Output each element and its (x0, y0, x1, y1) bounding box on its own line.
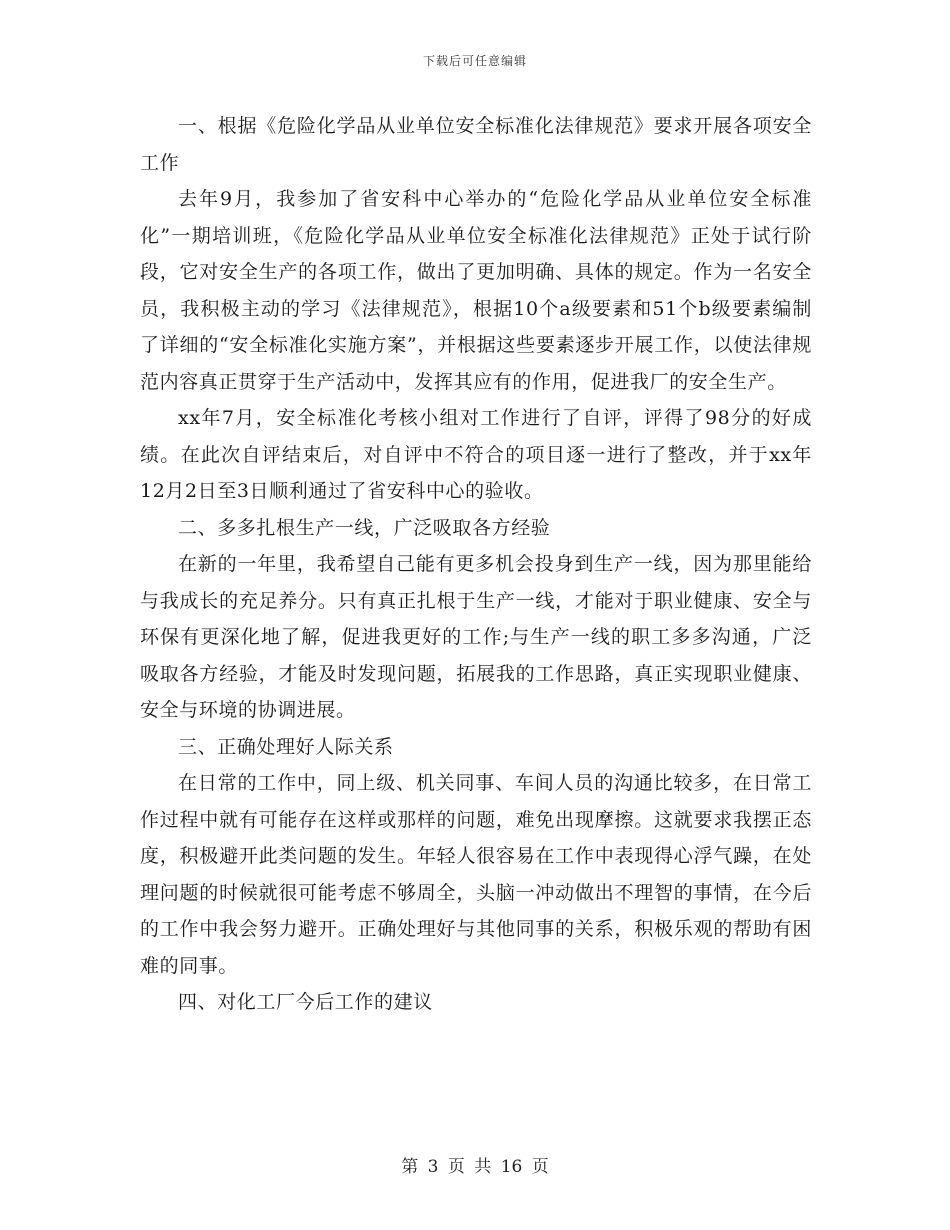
section-heading-3: 三、正确处理好人际关系 (178, 735, 394, 758)
document-body (140, 108, 812, 1021)
paragraph: 在日常的工作中，同上级、机关同事、车间人员的沟通比较多，在日常工作过程中就有可能存在这样或那样的问题，难免出现摩擦。这就要求我摆正态度，积极避开此类问题的发生。年轻人很容易在工作中表现得心浮气躁，在处理问题的时候就很可能考虑不够周全，头脑一冲动做出不理智的事情，在今后的工作中我会努力避开。正确处理好与其他同事的关系，积极乐观的帮助有困难的同事。 (140, 772, 812, 977)
page-header: 下载后可任意编辑 (422, 54, 527, 68)
page-footer: 第 3 页 共 16 页 (401, 1157, 549, 1177)
section-heading-1: 一、根据《危险化学品从业单位安全标准化法律规范》要求开展各项安全工作 (140, 115, 812, 174)
paragraph: xx年7月，安全标准化考核小组对工作进行了自评，评得了98分的好成绩。在此次自评结束后，对自评中不符合的项目逐一进行了整改，并于xx年12月2日至3日顺利通过了省安科中心的验收。 (140, 407, 812, 502)
paragraph: 去年9月，我参加了省安科中心举办的“危险化学品从业单位安全标准化”一期培训班，《危险化学品从业单位安全标准化法律规范》正处于试行阶段，它对安全生产的各项工作，做出了更加明确、具体的规定。作为一名安全员，我积极主动的学习《法律规范》，根据10个a级要素和51个b级要素编制了详细的“安全标准化实施方案”，并根据这些要素逐步开展工作，以使法律规范内容真正贯穿于生产活动中，发挥其应有的作用，促进我厂的安全生产。 (140, 188, 812, 393)
section-heading-2: 二、多多扎根生产一线，广泛吸取各方经验 (178, 516, 551, 539)
section-heading-4: 四、对化工厂今后工作的建议 (178, 991, 433, 1013)
paragraph: 在新的一年里，我希望自己能有更多机会投身到生产一线，因为那里能给与我成长的充足养分。只有真正扎根于生产一线，才能对于职业健康、安全与环保有更深化地了解，促进我更好的工作;与生产一线的职工多多沟通，广泛吸取各方经验，才能及时发现问题，拓展我的工作思路，真正实现职业健康、安全与环境的协调进展。 (140, 553, 812, 721)
